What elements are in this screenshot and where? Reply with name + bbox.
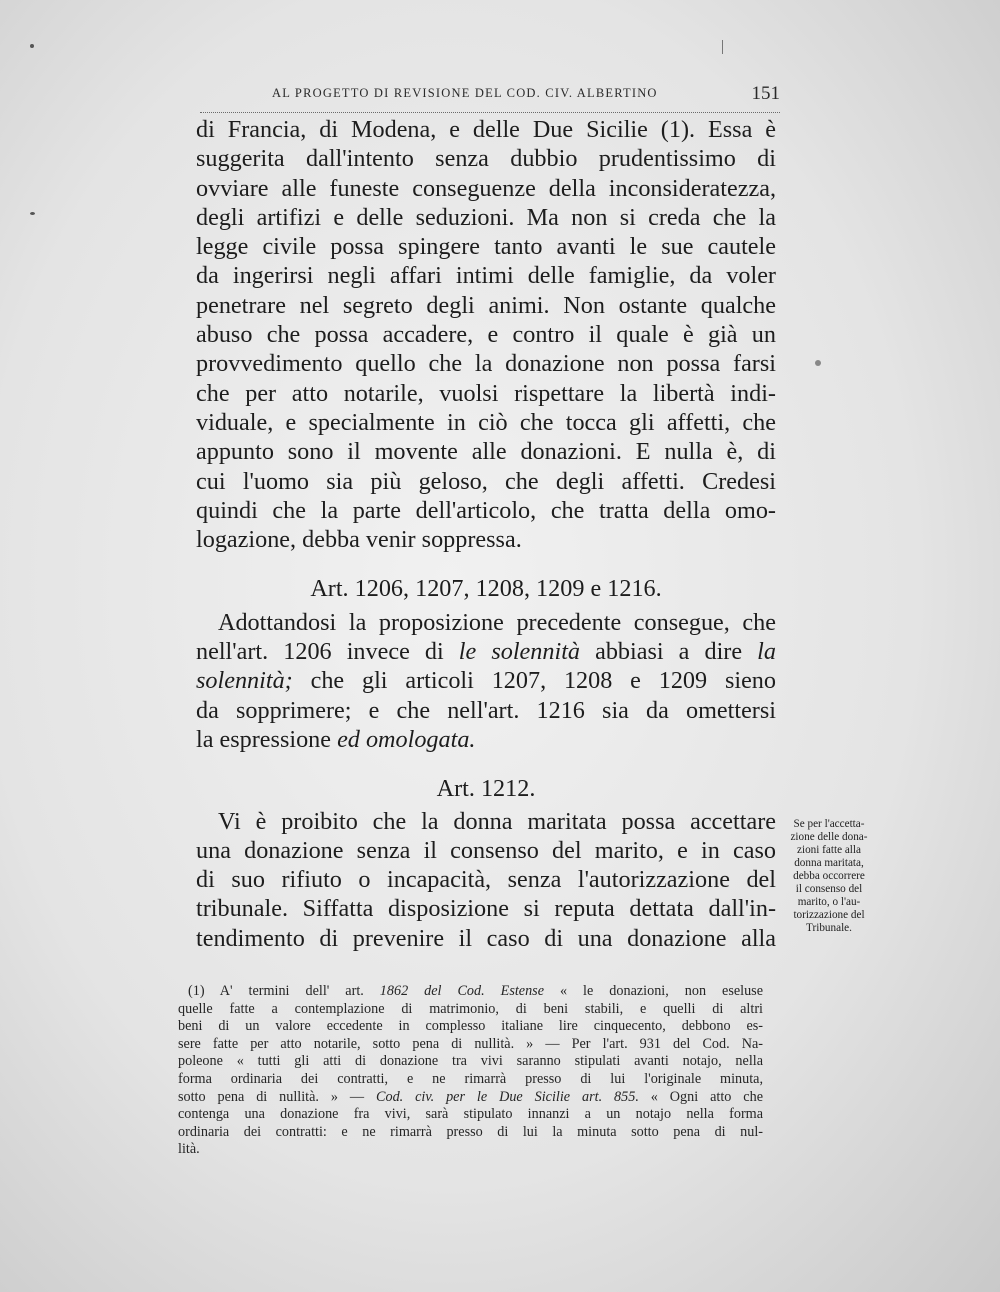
footnote-line: sere fatte per atto notarile, sotto pena di nullità. » — Per l'art. 931 del Cod. Na- [178, 1035, 763, 1052]
scan-speck [815, 360, 821, 366]
footnote-line: poleone « tutti gli atti di donazione tra vivi saranno stipulati avanti notajo, nella [178, 1053, 763, 1070]
running-title: AL PROGETTO DI REVISIONE DEL COD. CIV. ALBERTINO [272, 86, 658, 100]
text-line: suggerita dall'intento senza dubbio prudentissimo di [196, 145, 776, 173]
italic-run: ed omologata. [337, 725, 476, 753]
footnote [178, 983, 763, 1159]
margin-note-line: torizzazione del [793, 909, 865, 921]
text-run: che gli articoli 1207, 1208 e 1209 sieno [292, 667, 776, 695]
footnote-line: forma ordinaria dei contratti, e ne rimarrà presso di lui l'originale minuta, [178, 1070, 763, 1087]
text-line: viduale, e specialmente in ciò che tocca gli affetti, che [196, 408, 776, 436]
text-line: provvedimento quello che la donazione non possa farsi [196, 350, 776, 378]
margin-note-line: zione delle dona- [790, 831, 868, 843]
margin-note-line: donna maritata, [794, 857, 864, 869]
text-line: una donazione senza il consenso del marito, e in caso [196, 836, 776, 864]
footnote-line [178, 983, 763, 1001]
text-run: (1) A' termini dell' art. [188, 983, 380, 999]
margin-note-line: marito, o l'au- [797, 896, 861, 908]
text-line: tribunale. Siffatta disposizione si reputa dettata dall'in- [196, 895, 776, 923]
text-line: tendimento di prevenire il caso di una donazione alla [196, 924, 776, 952]
text-line: abuso che possa accadere, e contro il quale è già un [196, 321, 776, 349]
italic-run: la [757, 638, 776, 666]
text-run: « le donazioni, non eseluse [544, 983, 763, 999]
margin-note-line: debba occorrere [793, 870, 865, 882]
text-line: di suo rifiuto o incapacità, senza l'autorizzazione del [196, 866, 776, 894]
text-line: Adottandosi la proposizione precedente consegue, che [218, 608, 776, 636]
italic-run: solennità; [196, 667, 293, 695]
scan-speck [722, 40, 723, 54]
text-line: degli artifizi e delle seduzioni. Ma non si creda che la [196, 203, 776, 231]
text-line: ovviare alle funeste conseguenze della inconsideratezza, [196, 174, 776, 202]
italic-run: Cod. civ. per le Due Sicilie art. 855. [376, 1088, 639, 1105]
margin-note-line: Se per l'accetta- [793, 818, 865, 830]
text-run: la espressione [196, 725, 338, 753]
text-line: Vi è proibito che la donna maritata possa accettare [218, 807, 776, 835]
paragraph-article-1212 [196, 807, 776, 953]
italic-run: 1862 del Cod. Estense [379, 983, 544, 999]
text-line: di Francia, di Modena, e delle Due Sicilie (1). Essa è [196, 116, 776, 143]
text-run: nell'art. 1206 invece di [196, 638, 459, 666]
page-number: 151 [751, 83, 780, 104]
footnote-line [178, 1089, 763, 1107]
main-text [196, 115, 776, 953]
running-header [200, 82, 780, 113]
text-line: penetrare nel segreto degli animi. Non ostante qualche [196, 291, 776, 319]
scan-speck [30, 212, 35, 215]
text-line: che per atto notarile, vuolsi rispettare la libertà indi- [196, 379, 776, 407]
footnote-line: contenga una donazione fra vivi, sarà stipulato innanzi a un notajo nella forma [178, 1106, 763, 1123]
footnote-line: ordinaria dei contratti: e ne rimarrà presso di lui la minuta sotto pena di nul- [178, 1123, 763, 1140]
text-run: abbiasi a dire [580, 638, 758, 666]
text-line: logazione, debba venir soppressa. [196, 526, 522, 554]
margin-note-line: Tribunale. [806, 922, 852, 934]
article-heading: Art. 1206, 1207, 1208, 1209 e 1216. [310, 575, 662, 603]
text-line: cui l'uomo sia più geloso, che degli affetti. Credesi [196, 467, 776, 495]
text-line: appunto sono il movente alle donazioni. E nulla è, di [196, 438, 776, 466]
text-line: da ingerirsi negli affari intimi delle famiglie, da voler [196, 262, 776, 290]
margin-note-line: zioni fatte alla [797, 844, 861, 856]
margin-note-line: il consenso del [795, 883, 863, 895]
footnote-line: quelle fatte a contemplazione di matrimonio, di beni stabili, e quelli di altri [178, 1000, 763, 1017]
footnote-line: beni di un valore eccedente in complesso italiane lire cinquecento, debbono es- [178, 1018, 763, 1035]
footnote-line: lità. [178, 1141, 200, 1158]
text-line [196, 725, 776, 754]
text-line: legge civile possa spingere tanto avanti le sue cautele [196, 233, 776, 261]
paragraph-articles-1206 [196, 608, 776, 754]
text-line [196, 666, 776, 695]
article-heading: Art. 1212. [436, 775, 536, 803]
scan-speck [30, 44, 34, 48]
text-run: « Ogni atto che [638, 1088, 763, 1105]
text-line: da sopprimere; e che nell'art. 1216 sia da omettersi [196, 696, 776, 724]
margin-note [780, 818, 878, 935]
text-run: sotto pena di nullità. » — [178, 1088, 377, 1105]
text-line: quindi che la parte dell'articolo, che tratta della omo- [196, 496, 776, 524]
italic-run: le solennità [458, 638, 581, 666]
paragraph-continuation [196, 115, 776, 554]
text-line [196, 637, 776, 666]
